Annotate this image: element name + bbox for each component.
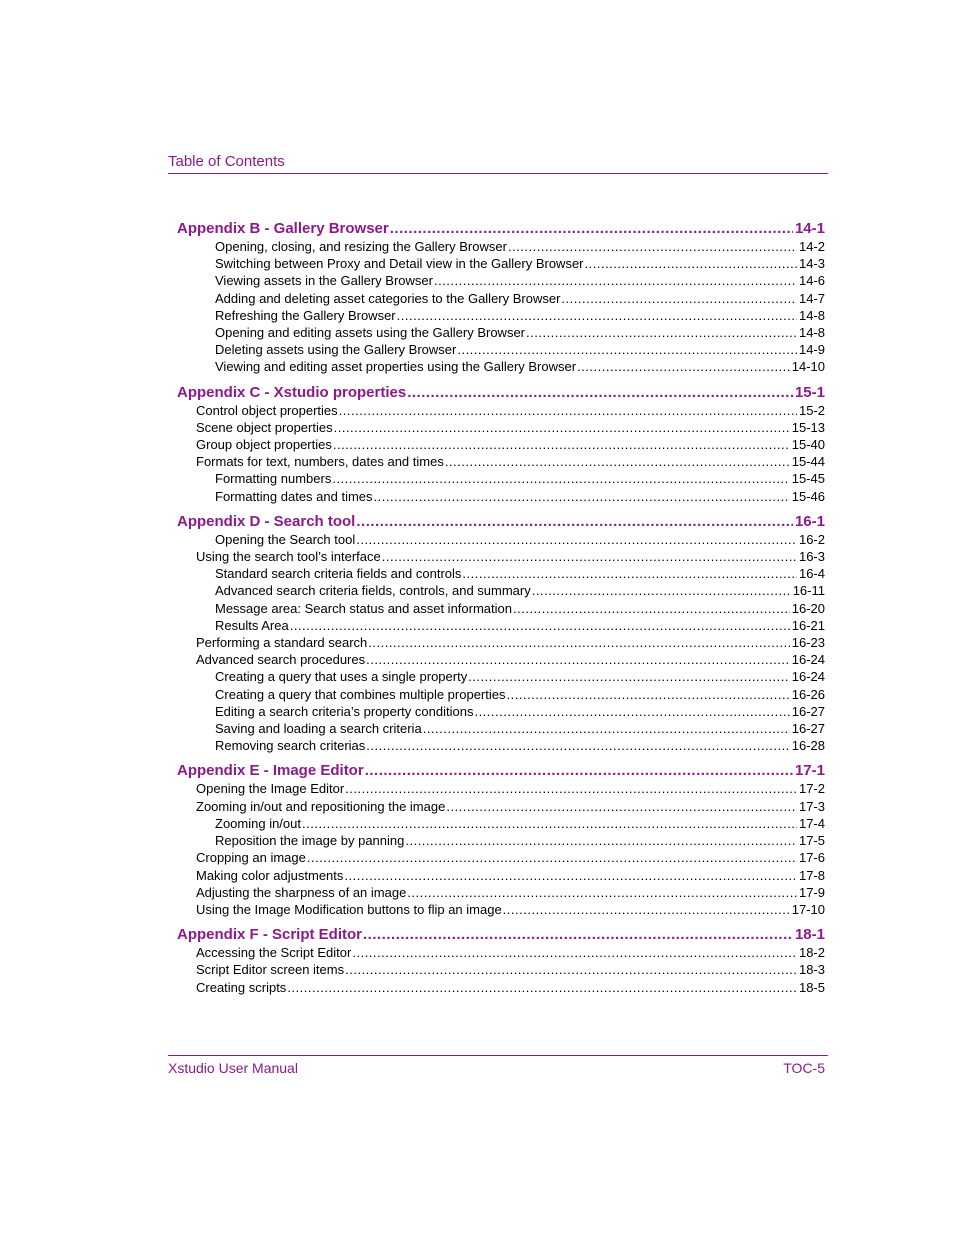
toc-entry-page-number: 17-6 [798,850,825,866]
toc-entry-title: Opening the Search tool [215,531,356,547]
toc-section [177,925,825,996]
toc-entry-page-number: 14-1 [794,220,825,237]
dot-leader [585,255,797,272]
footer-page-number: TOC-5 [783,1060,825,1076]
dot-leader [374,488,790,505]
toc-entry-title: Formatting numbers [215,471,332,487]
toc-entry-page-number: 14-7 [798,290,825,306]
toc-entry-title: Opening, closing, and resizing the Gallery Browser [215,239,507,254]
toc-entry-title: Appendix D - Search tool [177,512,356,530]
dot-leader [532,582,791,599]
toc-entry-title: Accessing the Script Editor [196,945,352,961]
toc-subentry[interactable] [177,238,825,255]
dot-leader [474,703,789,720]
toc-entry-page-number: 17-9 [798,884,825,900]
toc-entry-title: Switching between Proxy and Detail view in the Gallery Browser [215,256,584,272]
dot-leader [339,402,797,419]
dot-leader [382,548,797,565]
toc-entry-page-number: 14-10 [791,359,825,375]
toc-entry-page-number: 17-3 [798,798,825,814]
toc-entry-page-number: 17-1 [794,762,825,780]
toc-entry-page-number: 17-2 [798,781,825,797]
toc-entry[interactable] [177,944,825,961]
toc-subentry[interactable] [177,488,825,505]
dot-leader [333,436,790,453]
dot-leader [366,651,790,668]
toc-entry-title: Appendix C - Xstudio properties [177,383,407,401]
toc-entry-page-number: 18-1 [794,926,825,944]
toc-subentry[interactable] [177,815,825,832]
toc-subentry[interactable] [177,582,825,599]
toc-subentry[interactable] [177,617,825,634]
toc-section-heading[interactable] [177,925,825,944]
toc-entry-title: Appendix E - Image Editor [177,762,364,780]
toc-entry-page-number: 18-3 [798,962,825,978]
toc-entry-title: Script Editor screen items [196,962,345,978]
dot-leader [307,849,797,866]
toc-entry-page-number: 16-24 [791,652,825,668]
toc-entry-title: Deleting assets using the Gallery Browser [215,342,457,358]
toc-entry-page-number: 16-27 [791,703,825,719]
toc-entry[interactable] [177,402,825,419]
dot-leader [577,358,790,375]
dot-leader [356,512,793,531]
toc-entry-title: Appendix F - Script Editor [177,926,363,944]
toc-subentry[interactable] [177,255,825,272]
toc-entry-page-number: 16-27 [791,721,825,737]
dot-leader [366,737,789,754]
dot-leader [344,867,797,884]
toc-subentry[interactable] [177,832,825,849]
toc-entry-page-number: 14-8 [798,325,825,341]
toc-entry-title: Creating a query that uses a single property [215,669,468,685]
toc-subentry[interactable] [177,720,825,737]
toc-entry-page-number: 16-21 [791,617,825,633]
toc-entry-page-number: 14-8 [798,307,825,323]
toc-entry-title: Saving and loading a search criteria [215,721,422,737]
toc-entry-title: Refreshing the Gallery Browser [215,307,396,323]
dot-leader [423,720,790,737]
toc-entry[interactable] [177,849,825,866]
dot-leader [508,238,797,255]
toc-entry-page-number: 17-10 [791,901,825,917]
dot-leader [365,761,793,780]
toc-subentry[interactable] [177,565,825,582]
dot-leader [332,470,789,487]
toc-section-heading[interactable] [177,219,825,238]
dot-leader [352,944,797,961]
toc-entry-title: Control object properties [196,402,338,418]
toc-entry-page-number: 16-24 [791,669,825,685]
toc-entry[interactable] [177,548,825,565]
toc-entry-title: Using the Image Modification buttons to flip an image [196,901,502,917]
toc-entry-title: Advanced search procedures [196,652,366,668]
toc-entry[interactable] [177,961,825,978]
toc-entry-title: Group object properties [196,437,332,453]
toc-entry-title: Removing search criterias [215,738,366,754]
toc-entry-title: Zooming in/out and repositioning the image [196,798,446,814]
toc-subentry[interactable] [177,470,825,487]
toc-entry-page-number: 16-28 [791,738,825,754]
toc-subentry[interactable] [177,531,825,548]
toc-entry-title: Zooming in/out [215,815,301,831]
toc-entry-title: Results Area [215,617,289,633]
dot-leader [462,565,797,582]
toc-subentry[interactable] [177,307,825,324]
dot-leader [405,832,797,849]
toc-entry-title: Creating a query that combines multiple properties [215,686,506,702]
toc-entry-title: Advanced search criteria fields, controls, and summary [215,583,531,599]
toc-subentry[interactable] [177,600,825,617]
toc-entry-page-number: 15-13 [791,419,825,435]
toc-entry-page-number: 15-1 [794,383,825,401]
toc-entry-title: Using the search tool’s interface [196,549,381,565]
toc-entry-page-number: 14-3 [798,256,825,272]
toc-section-heading[interactable] [177,383,825,402]
toc-subentry[interactable] [177,737,825,754]
toc-entry[interactable] [177,884,825,901]
toc-entry-title: Cropping an image [196,850,306,866]
toc-entry-page-number: 16-2 [798,531,825,547]
toc-entry-page-number: 14-2 [798,239,825,254]
dot-leader [446,798,797,815]
dot-leader [290,617,790,634]
toc-entry-page-number: 16-1 [794,512,825,530]
toc-entry[interactable] [177,901,825,918]
toc-entry-page-number: 15-2 [798,402,825,418]
dot-leader [356,531,797,548]
toc-subentry[interactable] [177,668,825,685]
dot-leader [345,961,797,978]
toc-entry[interactable] [177,634,825,651]
toc-entry-page-number: 15-45 [791,471,825,487]
dot-leader [506,686,789,703]
dot-leader [397,307,797,324]
dot-leader [434,272,797,289]
toc-entry[interactable] [177,453,825,470]
toc-entry-title: Viewing assets in the Gallery Browser [215,273,433,289]
toc-entry-title: Performing a standard search [196,635,368,651]
dot-leader [368,634,789,651]
toc-entry-title: Formats for text, numbers, dates and times [196,454,444,470]
header-rule [168,173,828,174]
toc-entry-page-number: 15-46 [791,488,825,504]
toc-entry-title: Appendix B - Gallery Browser [177,220,389,237]
dot-leader [513,600,790,617]
toc-entry-title: Viewing and editing asset properties using the Gallery Browser [215,359,577,375]
toc-entry-page-number: 14-6 [798,273,825,289]
toc-entry-title: Standard search criteria fields and controls [215,566,462,582]
toc-entry[interactable] [177,780,825,797]
toc-section [177,512,825,755]
page-header-title: Table of Contents [168,153,285,170]
toc-subentry[interactable] [177,358,825,375]
toc-entry-page-number: 17-4 [798,815,825,831]
toc-section [177,761,825,918]
toc-entry[interactable] [177,436,825,453]
toc-entry-page-number: 15-40 [791,437,825,453]
dot-leader [407,383,793,402]
toc-section [177,219,825,376]
toc-subentry[interactable] [177,686,825,703]
toc-entry[interactable] [177,867,825,884]
dot-leader [445,453,790,470]
dot-leader [457,341,797,358]
toc-subentry[interactable] [177,703,825,720]
dot-leader [334,419,790,436]
toc-entry-title: Formatting dates and times [215,488,373,504]
dot-leader [407,884,797,901]
dot-leader [390,219,793,238]
toc-entry-page-number: 17-8 [798,867,825,883]
dot-leader [287,979,797,996]
toc-entry-page-number: 17-5 [798,833,825,849]
dot-leader [302,815,797,832]
toc-entry-title: Making color adjustments [196,867,344,883]
table-of-contents [177,219,825,1003]
toc-subentry[interactable] [177,341,825,358]
toc-section [177,383,825,505]
toc-section-heading[interactable] [177,761,825,780]
footer-rule [168,1055,828,1056]
toc-entry[interactable] [177,419,825,436]
toc-entry-page-number: 16-11 [792,583,825,599]
toc-entry-page-number: 16-23 [791,635,825,651]
toc-entry[interactable] [177,798,825,815]
toc-entry-page-number: 16-20 [791,600,825,616]
toc-entry-page-number: 14-9 [798,342,825,358]
footer-manual-title: Xstudio User Manual [168,1060,298,1076]
toc-section-heading[interactable] [177,512,825,531]
toc-subentry[interactable] [177,324,825,341]
dot-leader [503,901,790,918]
toc-entry-page-number: 16-26 [791,686,825,702]
toc-entry-title: Reposition the image by panning [215,833,405,849]
dot-leader [363,925,793,944]
toc-entry-title: Scene object properties [196,419,333,435]
toc-entry-page-number: 16-3 [798,549,825,565]
dot-leader [345,780,797,797]
toc-entry-title: Adding and deleting asset categories to the Gallery Browser [215,290,561,306]
toc-entry-title: Message area: Search status and asset information [215,600,512,616]
toc-subentry[interactable] [177,272,825,289]
dot-leader [561,290,797,307]
toc-entry-page-number: 18-5 [798,979,825,995]
dot-leader [526,324,797,341]
toc-entry-title: Creating scripts [196,979,287,995]
toc-subentry[interactable] [177,290,825,307]
toc-entry-page-number: 16-4 [798,566,825,582]
dot-leader [468,668,790,685]
toc-entry-title: Editing a search criteria’s property conditions [215,703,474,719]
toc-entry[interactable] [177,979,825,996]
toc-entry-title: Opening the Image Editor [196,781,345,797]
toc-entry[interactable] [177,651,825,668]
toc-entry-title: Opening and editing assets using the Gallery Browser [215,325,526,341]
toc-entry-page-number: 15-44 [791,454,825,470]
toc-entry-title: Adjusting the sharpness of an image [196,884,407,900]
toc-entry-page-number: 18-2 [798,945,825,961]
